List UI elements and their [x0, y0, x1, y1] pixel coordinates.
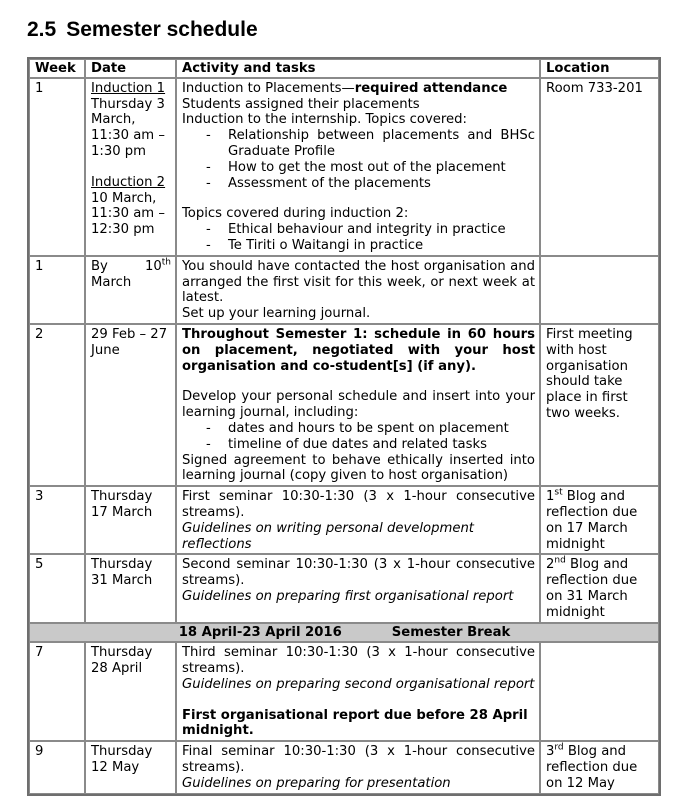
- break-label: Semester Break: [391, 624, 511, 640]
- activity-text: Third seminar 10:30-1:30 (3 x 1-hour consecutive streams).: [182, 645, 535, 677]
- guidelines-text: Guidelines on preparing first organisational report: [182, 588, 514, 604]
- section-number: 2.5: [27, 18, 57, 41]
- date-day-number: 10: [144, 258, 162, 274]
- induction-1-date: Thursday 3 March, 11:30 am – 1:30 pm: [91, 96, 165, 159]
- blog-number: 2: [546, 557, 555, 573]
- induction-2-link[interactable]: Induction 2: [91, 174, 166, 190]
- spacer: [182, 693, 535, 708]
- table-row: [29, 256, 659, 324]
- activity-text: Final seminar 10:30-1:30 (3 x 1-hour consecutive streams).: [182, 744, 535, 776]
- activity-cell: [176, 256, 540, 324]
- location-cell: Room 733-201: [540, 78, 659, 256]
- activity-text: Signed agreement to behave ethically inserted into learning journal (copy given to host organisation): [182, 452, 535, 484]
- list-item: - dates and hours to be spent on placement: [204, 421, 535, 437]
- list-item: - Relationship between placements and BHSc Graduate Profile: [204, 128, 535, 160]
- activity-cell: [176, 554, 540, 622]
- date-line: [91, 259, 171, 275]
- col-header-location: Location: [540, 59, 659, 78]
- activity-cell: [176, 486, 540, 554]
- location-cell: [540, 554, 659, 622]
- list-item: - Ethical behaviour and integrity in practice: [204, 222, 535, 238]
- location-cell: [540, 486, 659, 554]
- list-item: - How to get the most out of the placement: [204, 160, 535, 176]
- activity-cell: [176, 324, 540, 486]
- col-header-week: Week: [29, 59, 85, 78]
- date-day: [145, 259, 171, 275]
- spacer: [182, 191, 535, 206]
- activity-text: Induction to Placements—: [182, 80, 355, 96]
- col-header-date: Date: [85, 59, 176, 78]
- blog-due-text: Blog and reflection due on 17 March midnight: [546, 489, 638, 552]
- activity-text: Develop your personal schedule and insert into your learning journal, including:: [182, 389, 535, 421]
- section-heading: [27, 18, 258, 42]
- table-row: [29, 554, 659, 622]
- date-cell: [85, 78, 176, 256]
- topics-list: [182, 128, 535, 191]
- location-cell: First meeting with host organisation should take place in first two weeks.: [540, 324, 659, 486]
- semester-break-cell: [29, 623, 659, 643]
- guidelines-text: Guidelines on preparing second organisational report: [182, 676, 535, 692]
- date-cell: Thursday 31 March: [85, 554, 176, 622]
- activity-text: First seminar 10:30-1:30 (3 x 1-hour consecutive streams).: [182, 489, 535, 520]
- table-row: [29, 741, 659, 793]
- blog-number-suffix: rd: [554, 742, 564, 753]
- location-cell: [540, 741, 659, 793]
- schedule-table: [27, 57, 661, 796]
- activity-cell: [176, 642, 540, 741]
- activity-line: Topics covered during induction 2:: [182, 206, 409, 222]
- activity-cell: [176, 78, 540, 256]
- induction-2-date: 10 March, 11:30 am – 12:30 pm: [91, 190, 165, 238]
- date-day-suffix: th: [161, 257, 171, 268]
- blog-number-suffix: nd: [554, 555, 566, 566]
- report-due-text: First organisational report due before 28 April midnight.: [182, 707, 528, 739]
- induction-1-link[interactable]: Induction 1: [91, 80, 166, 96]
- semester-break-row: [29, 623, 659, 643]
- topics-list: [182, 222, 535, 254]
- guidelines-text: Guidelines on writing personal development reflections: [182, 520, 474, 552]
- week-cell: 1: [29, 256, 85, 324]
- schedule-requirement-text: Throughout Semester 1: schedule in 60 hours on placement, negotiated with your host organisation and co-student[s] (if any).: [182, 326, 535, 374]
- date-cell: 29 Feb – 27 June: [85, 324, 176, 486]
- blog-number-suffix: st: [554, 487, 563, 498]
- blog-due-text: Blog and reflection due on 31 March midnight: [546, 557, 638, 620]
- section-title: Semester schedule: [66, 18, 258, 41]
- week-cell: 2: [29, 324, 85, 486]
- table-row: [29, 324, 659, 486]
- table-row: [29, 486, 659, 554]
- location-cell: [540, 256, 659, 324]
- journal-list: [182, 421, 535, 453]
- table-row: [29, 642, 659, 741]
- location-cell: [540, 642, 659, 741]
- activity-line: Induction to the internship. Topics covered:: [182, 112, 467, 128]
- activity-line: [182, 81, 535, 97]
- guidelines-text: Guidelines on preparing for presentation: [182, 775, 451, 791]
- week-cell: 9: [29, 741, 85, 793]
- spacer: [182, 374, 535, 389]
- col-header-activity: Activity and tasks: [176, 59, 540, 78]
- week-cell: 1: [29, 78, 85, 256]
- date-month: March: [91, 274, 132, 290]
- list-item: - timeline of due dates and related tasks: [204, 437, 535, 453]
- list-item: - Te Tiriti o Waitangi in practice: [204, 238, 535, 254]
- blog-number: 1: [546, 489, 555, 505]
- spacer: [91, 160, 171, 175]
- date-cell: [85, 256, 176, 324]
- required-attendance-text: required attendance: [354, 80, 508, 96]
- list-item: - Assessment of the placements: [204, 176, 535, 192]
- date-cell: Thursday 17 March: [85, 486, 176, 554]
- week-cell: 3: [29, 486, 85, 554]
- blog-number: 3: [546, 744, 555, 760]
- activity-cell: [176, 741, 540, 793]
- date-cell: Thursday 12 May: [85, 741, 176, 793]
- activity-text: Set up your learning journal.: [182, 306, 371, 322]
- blog-due-text: Blog and reflection due on 12 May: [546, 744, 638, 791]
- activity-text: You should have contacted the host organisation and arranged the first visit for this week, or next week at latest.: [182, 258, 535, 306]
- activity-text: Second seminar 10:30-1:30 (3 x 1-hour consecutive streams).: [182, 557, 535, 589]
- header-row: [29, 59, 659, 78]
- date-cell: Thursday 28 April: [85, 642, 176, 741]
- table-row: [29, 78, 659, 256]
- activity-line: Students assigned their placements: [182, 96, 420, 112]
- break-dates: 18 April-23 April 2016: [178, 624, 342, 640]
- date-text: By: [91, 258, 108, 274]
- week-cell: 5: [29, 554, 85, 622]
- week-cell: 7: [29, 642, 85, 741]
